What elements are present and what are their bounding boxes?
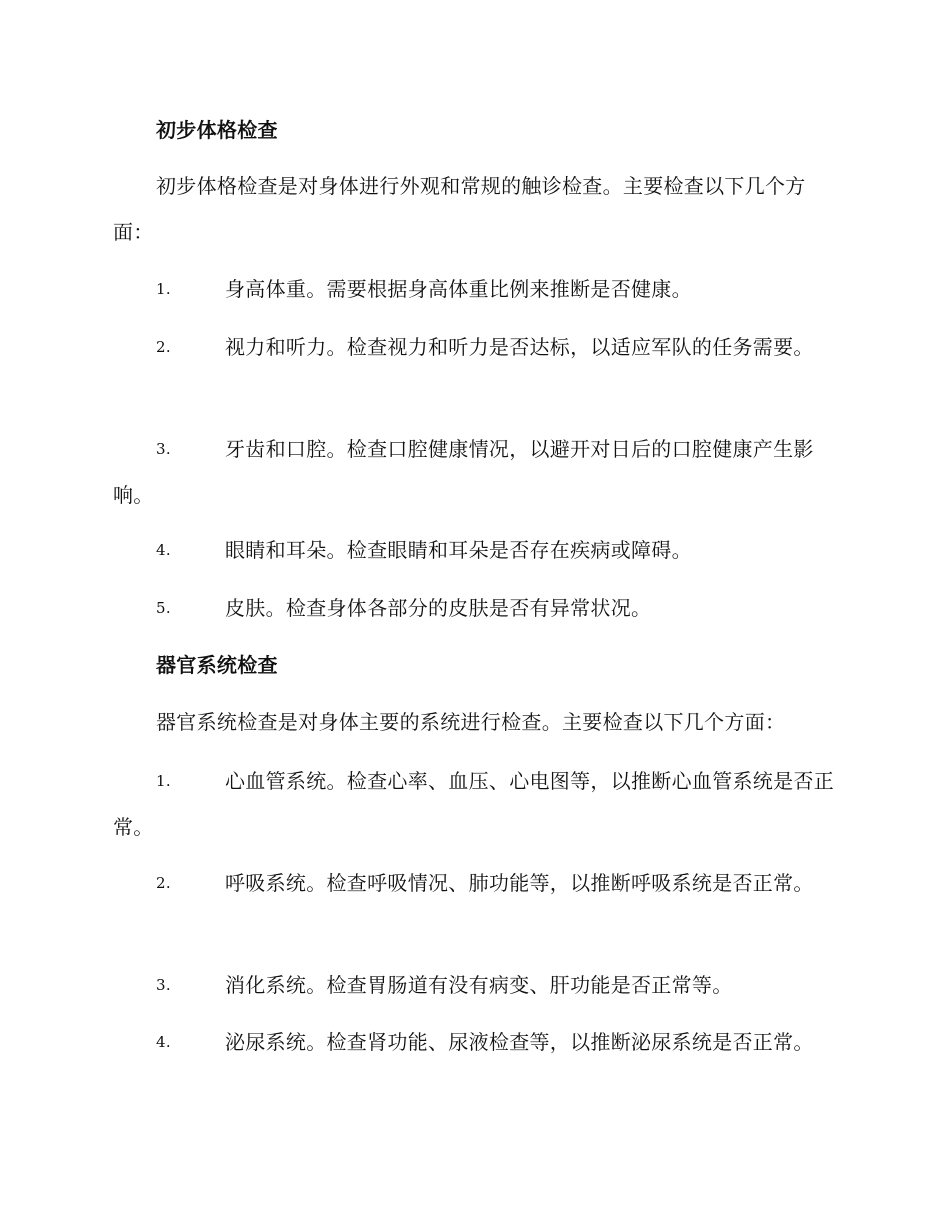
list-item — [113, 962, 838, 1008]
list-item-text: 皮肤。检查身体各部分的皮肤是否有异常状况。 — [225, 596, 652, 620]
list-item — [113, 324, 838, 370]
list-item-text: 心血管系统。检查心率、血压、心电图等，以推断心血管系统是否正常。 — [113, 769, 834, 839]
list-item-text: 泌尿系统。检查肾功能、尿液检查等，以推断泌尿系统是否正常。 — [225, 1030, 814, 1054]
list-item — [113, 860, 838, 906]
list-number: 2. — [156, 874, 171, 892]
section-heading: 器官系统检查 — [156, 653, 278, 677]
list-item-text: 视力和听力。检查视力和听力是否达标，以适应军队的任务需要。 — [225, 335, 814, 359]
list-number: 4. — [156, 1033, 171, 1051]
list-item-text: 牙齿和口腔。检查口腔健康情况，以避开对日后的口腔健康产生影响。 — [113, 437, 814, 507]
list-item — [113, 585, 838, 631]
paragraph: 器官系统检查是对身体主要的系统进行检查。主要检查以下几个方面： — [156, 710, 786, 734]
paragraph: 初步体格检查是对身体进行外观和常规的触诊检查。主要检查以下几个方面： — [113, 174, 806, 244]
list-number: 3. — [156, 440, 171, 458]
list-item — [113, 266, 838, 312]
list-item-text: 呼吸系统。检查呼吸情况、肺功能等，以推断呼吸系统是否正常。 — [225, 871, 814, 895]
list-item-text: 消化系统。检查胃肠道有没有病变、肝功能是否正常等。 — [225, 973, 733, 997]
list-number: 5. — [156, 599, 171, 617]
list-item-text: 身高体重。需要根据身高体重比例来推断是否健康。 — [225, 277, 692, 301]
list-item — [113, 426, 838, 518]
list-number: 3. — [156, 976, 171, 994]
list-item — [113, 1019, 838, 1065]
list-item — [113, 758, 838, 850]
list-number: 4. — [156, 541, 171, 559]
section-heading: 初步体格检查 — [156, 118, 278, 142]
list-item — [113, 527, 838, 573]
list-item-text: 眼睛和耳朵。检查眼睛和耳朵是否存在疾病或障碍。 — [225, 538, 692, 562]
list-number: 2. — [156, 338, 171, 356]
list-number: 1. — [156, 280, 171, 298]
list-number: 1. — [156, 772, 171, 790]
